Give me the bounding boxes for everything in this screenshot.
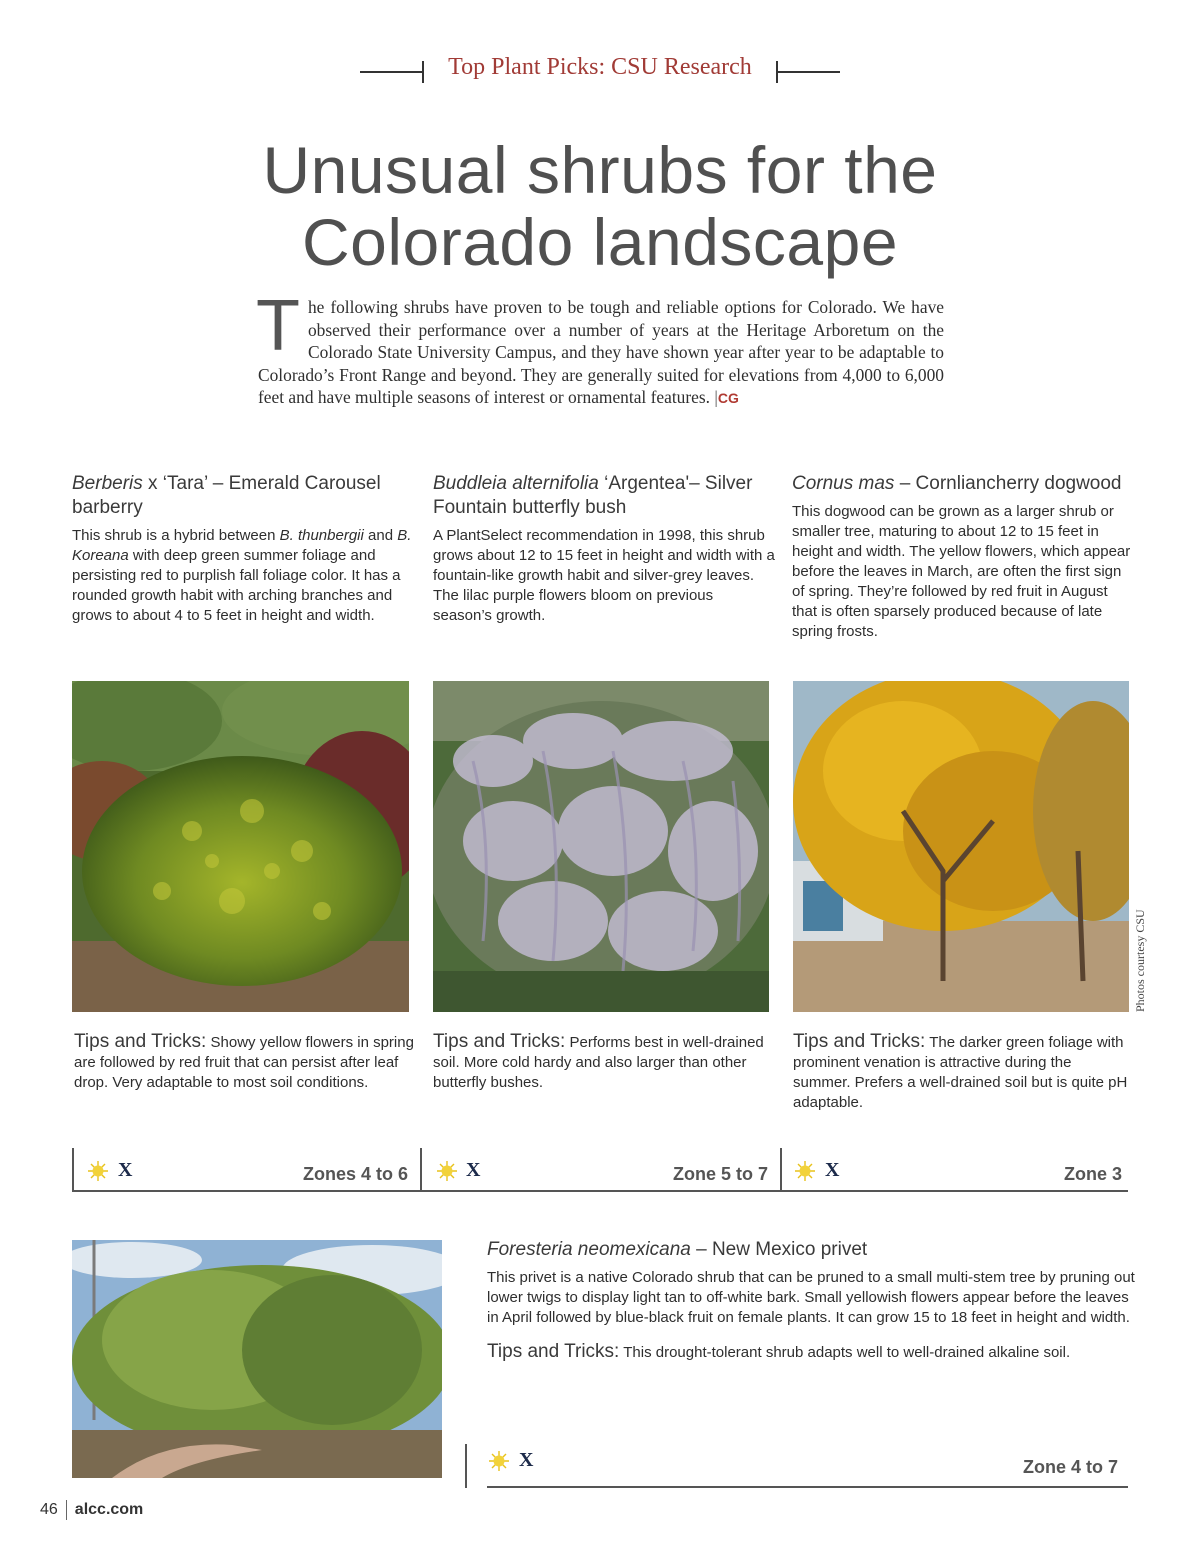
common-name: – New Mexico privet bbox=[690, 1239, 868, 1260]
tips-label: Tips and Tricks: bbox=[433, 1031, 566, 1052]
tips-column-3 bbox=[793, 1032, 1133, 1113]
zone-divider bbox=[420, 1148, 422, 1192]
x-icon: X bbox=[466, 1159, 481, 1181]
zone-divider bbox=[780, 1148, 782, 1192]
scientific-name: Buddleia alternifolia bbox=[433, 473, 599, 494]
privet-entry bbox=[487, 1238, 1137, 1363]
page-footer bbox=[40, 1500, 143, 1520]
tips-privet bbox=[487, 1342, 1137, 1363]
description-italic: B. thunbergii bbox=[279, 527, 364, 544]
zone-divider bbox=[465, 1444, 467, 1488]
site-name: alcc.com bbox=[74, 1501, 144, 1519]
full-sun-icon bbox=[795, 1161, 815, 1181]
tips-text: The darker green foliage with prominent venation is attractive during the summer. Prefers a well-drained soil but is quite pH adaptable. bbox=[793, 1034, 1128, 1111]
zone-label: Zone 5 to 7 bbox=[672, 1164, 768, 1184]
drop-cap: T bbox=[256, 286, 300, 366]
footer-divider bbox=[66, 1500, 67, 1520]
plant-column-2 bbox=[433, 472, 775, 626]
full-sun-icon bbox=[489, 1451, 509, 1471]
description-text: with deep green summer foliage and persisting red to purplish fall foliage color. It has a rounded growth habit with arching branches and grows to about 4 to 5 feet in height and width. bbox=[72, 547, 401, 624]
tips-label: Tips and Tricks: bbox=[487, 1341, 620, 1362]
article-title bbox=[0, 134, 1200, 278]
description-text: This shrub is a hybrid between bbox=[72, 527, 280, 544]
zone-label: Zone 3 bbox=[1063, 1164, 1122, 1184]
plant-column-3 bbox=[792, 472, 1134, 642]
barberry-photo bbox=[72, 681, 409, 1012]
full-sun-icon bbox=[437, 1161, 457, 1181]
plant-title bbox=[792, 472, 1134, 496]
plant-title bbox=[487, 1238, 1137, 1262]
tips-column-2 bbox=[433, 1032, 773, 1093]
butterfly-bush-photo bbox=[433, 681, 769, 1012]
common-name: – Cornliancherry dogwood bbox=[894, 473, 1122, 494]
scientific-name: Berberis bbox=[72, 473, 143, 494]
x-icon: X bbox=[118, 1159, 133, 1181]
section-kicker: Top Plant Picks: CSU Research bbox=[448, 54, 752, 80]
plant-title bbox=[72, 472, 414, 520]
tips-text: Showy yellow flowers in spring are followed by red fruit that can persist after leaf drop. Very adaptable to most soil conditions. bbox=[74, 1034, 414, 1091]
photo-credit: Photos courtesy CSU bbox=[1133, 909, 1147, 1012]
description-italic: B. Koreana bbox=[72, 527, 412, 564]
title-line-2: Colorado landscape bbox=[301, 205, 899, 279]
dogwood-photo bbox=[793, 681, 1129, 1012]
plant-description: A PlantSelect recommendation in 1998, this shrub grows about 12 to 15 feet in height and width with a fountain-like growth habit and silver-grey leaves. The lilac purple flowers bloom on previous season’s growth. bbox=[433, 527, 775, 624]
zone-label: Zones 4 to 6 bbox=[302, 1164, 408, 1184]
signature-divider: | bbox=[714, 387, 718, 408]
x-icon: X bbox=[519, 1449, 534, 1471]
plant-description: This privet is a native Colorado shrub that can be pruned to a small multi-stem tree by pruning out lower twigs to display light tan to off-white bark. Small yellowish flowers appear before the leaves in April followed by blue-black fruit on female plants. It can grow 15 to 18 feet in height and width. bbox=[487, 1269, 1135, 1326]
zone-label: Zone 4 to 7 bbox=[1022, 1457, 1118, 1477]
tips-label: Tips and Tricks: bbox=[793, 1031, 926, 1052]
scientific-name: Foresteria neomexicana bbox=[487, 1239, 691, 1260]
tips-label: Tips and Tricks: bbox=[74, 1031, 207, 1052]
plant-description bbox=[72, 526, 414, 626]
scientific-name: Cornus mas bbox=[792, 473, 895, 494]
title-line-1: Unusual shrubs for the bbox=[262, 133, 938, 207]
tips-text: This drought-tolerant shrub adapts well to well-drained alkaline soil. bbox=[619, 1344, 1071, 1361]
page-number: 46 bbox=[40, 1501, 58, 1519]
intro-paragraph bbox=[256, 286, 944, 410]
author-signature: CG bbox=[717, 390, 739, 407]
tips-column-1 bbox=[74, 1032, 414, 1093]
tips-text: Performs best in well-drained soil. More cold hardy and also larger than other butterfly bushes. bbox=[433, 1034, 764, 1091]
full-sun-icon bbox=[88, 1161, 108, 1181]
zone-divider bbox=[72, 1148, 74, 1192]
common-name: ‘Argentea'– Silver Fountain butterfly bush bbox=[433, 473, 753, 518]
plant-title bbox=[433, 472, 775, 520]
description-text: and bbox=[363, 527, 398, 544]
plant-description: This dogwood can be grown as a larger shrub or smaller tree, maturing to about 12 to 15 feet in height and width. The yellow flowers, which appear before the leaves in March, are often the first sign of spring. They’re followed by red fruit in August that is often sparsely produced because of late spring frosts. bbox=[792, 503, 1131, 640]
x-icon: X bbox=[825, 1159, 840, 1181]
intro-text: he following shrubs have proven to be tough and reliable options for Colorado. We have observed their performance over a number of years at the Heritage Arboretum on the Colorado State University Campus, and they have shown year after year to be adaptable to Colorado’s Front Range and beyond. They are generally suited for elevations from 4,000 to 6,000 feet and have multiple seasons of interest or ornamental features. bbox=[258, 297, 944, 408]
common-name: x ‘Tara’ – Emerald Carousel barberry bbox=[72, 473, 381, 518]
privet-photo bbox=[72, 1240, 442, 1478]
plant-column-1 bbox=[72, 472, 414, 626]
